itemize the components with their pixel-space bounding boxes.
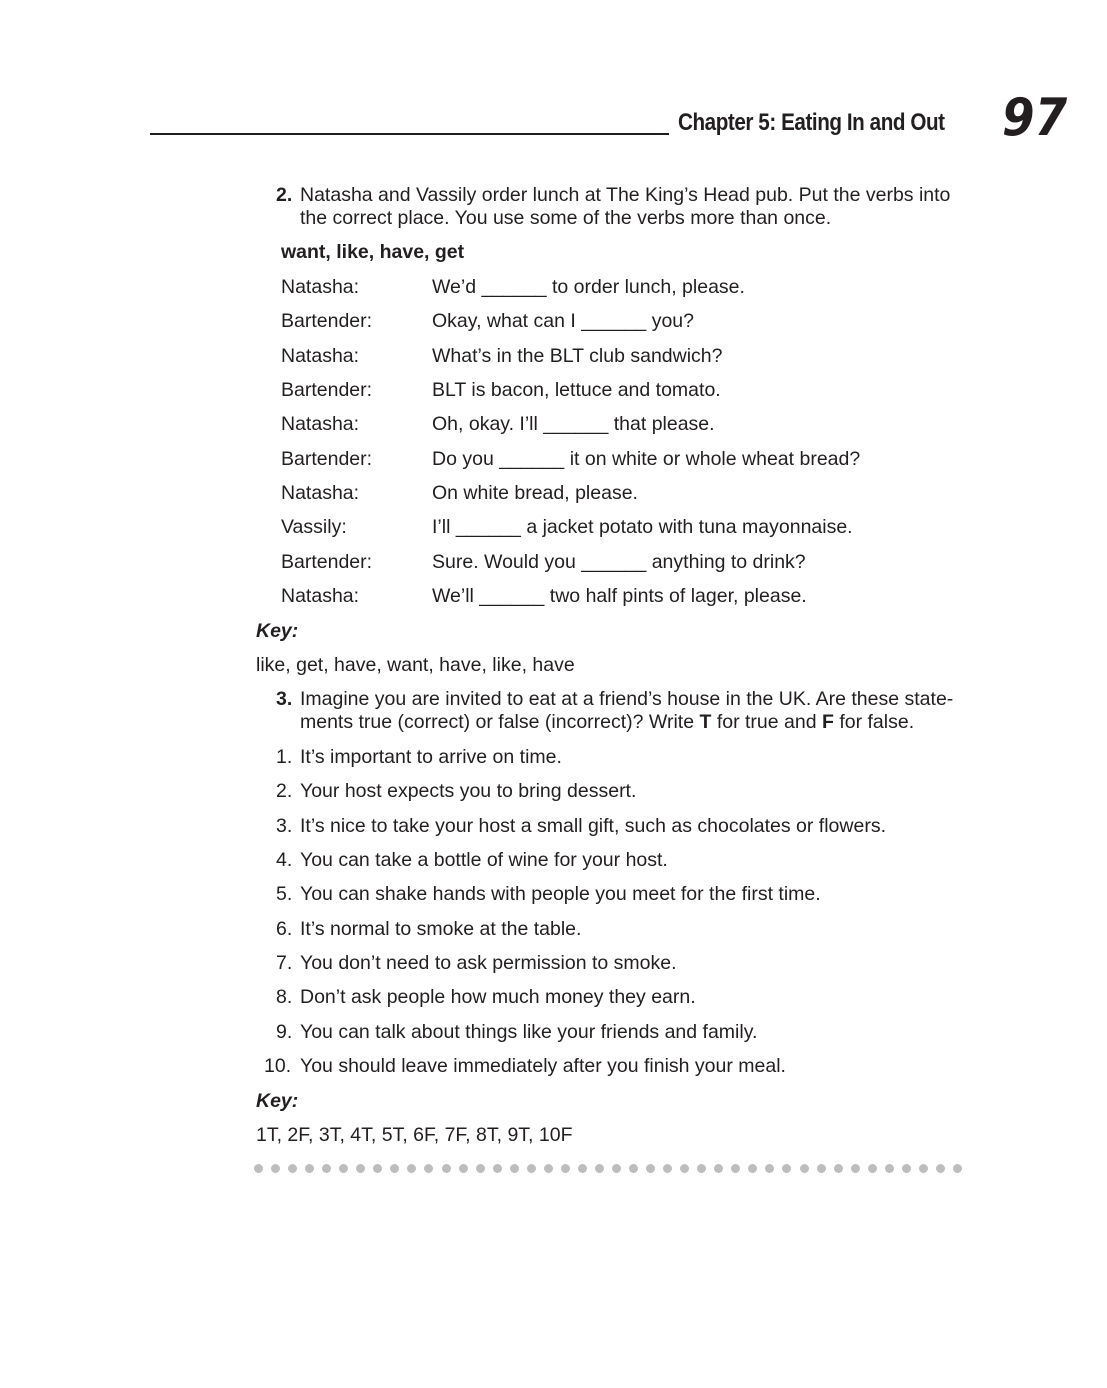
list-item: It’s important to arrive on time.	[300, 746, 562, 768]
dialogue-speaker: Natasha:	[281, 413, 360, 435]
dialogue-line: BLT is bacon, lettuce and tomato.	[432, 379, 721, 401]
dialogue-line: Do you ______ it on white or whole wheat bread?	[432, 448, 861, 470]
divider-dot	[390, 1164, 399, 1173]
divider-dot	[322, 1164, 331, 1173]
exercise-3-instruction-line-1: Imagine you are invited to eat at a friend’s house in the UK. Are these state-	[300, 688, 954, 710]
list-item: You should leave immediately after you finish your meal.	[300, 1055, 786, 1077]
divider-dot	[646, 1164, 655, 1173]
dialogue-line: Okay, what can I ______ you?	[432, 310, 694, 332]
divider-dot	[595, 1164, 604, 1173]
divider-dot	[459, 1164, 468, 1173]
divider-dot	[578, 1164, 587, 1173]
key-answers: 1T, 2F, 3T, 4T, 5T, 6F, 7F, 8T, 9T, 10F	[256, 1124, 573, 1146]
divider-dot	[629, 1164, 638, 1173]
dialogue-line: On white bread, please.	[432, 482, 638, 504]
exercise-2-instruction-line-2: the correct place. You use some of the verbs more than once.	[300, 207, 832, 229]
divider-dot	[612, 1164, 621, 1173]
list-item-number: 6.	[276, 918, 293, 940]
list-item-number: 1.	[276, 746, 293, 768]
exercise-3-number: 3.	[276, 688, 293, 710]
dialogue-speaker: Vassily:	[281, 516, 347, 538]
list-item-number: 5.	[276, 883, 293, 905]
divider-dot	[714, 1164, 723, 1173]
divider-dot	[373, 1164, 382, 1173]
key-answers: like, get, have, want, have, like, have	[256, 654, 575, 676]
dialogue-speaker: Natasha:	[281, 482, 360, 504]
divider-dot	[748, 1164, 757, 1173]
divider-dot	[493, 1164, 502, 1173]
list-item: It’s nice to take your host a small gift, such as chocolates or flowers.	[300, 815, 886, 837]
list-item-number: 9.	[276, 1021, 293, 1043]
dotted-divider	[254, 1164, 962, 1176]
divider-dot	[339, 1164, 348, 1173]
divider-dot	[271, 1164, 280, 1173]
dialogue-speaker: Natasha:	[281, 345, 360, 367]
dialogue-speaker: Natasha:	[281, 276, 360, 298]
divider-dot	[663, 1164, 672, 1173]
list-item: You can shake hands with people you meet for the first time.	[300, 883, 821, 905]
list-item-number: 8.	[276, 986, 293, 1008]
divider-dot	[834, 1164, 843, 1173]
divider-dot	[885, 1164, 894, 1173]
dialogue-line: Sure. Would you ______ anything to drink?	[432, 551, 806, 573]
divider-dot	[561, 1164, 570, 1173]
verb-list: want, like, have, get	[281, 241, 465, 263]
divider-dot	[731, 1164, 740, 1173]
page-number: 97	[1002, 88, 1068, 148]
divider-dot	[919, 1164, 928, 1173]
list-item: Your host expects you to bring dessert.	[300, 780, 637, 802]
list-item: It’s normal to smoke at the table.	[300, 918, 582, 940]
divider-dot	[851, 1164, 860, 1173]
dialogue-line: We’d ______ to order lunch, please.	[432, 276, 745, 298]
list-item: You can take a bottle of wine for your host.	[300, 849, 668, 871]
dialogue-speaker: Natasha:	[281, 585, 360, 607]
divider-dot	[800, 1164, 809, 1173]
dialogue-speaker: Bartender:	[281, 379, 373, 401]
list-item: Don’t ask people how much money they earn.	[300, 986, 696, 1008]
false-letter: F	[821, 711, 834, 733]
divider-dot	[510, 1164, 519, 1173]
list-item-number: 4.	[276, 849, 293, 871]
dialogue-speaker: Bartender:	[281, 551, 373, 573]
key-label: Key:	[256, 1090, 299, 1112]
exercise-3-instruction-line-2: ments true (correct) or false (incorrect)? Write T for true and F for false.	[300, 711, 915, 733]
list-item-number: 2.	[276, 780, 293, 802]
divider-dot	[305, 1164, 314, 1173]
true-letter: T	[699, 711, 712, 733]
divider-dot	[936, 1164, 945, 1173]
dialogue-speaker: Bartender:	[281, 310, 373, 332]
key-label: Key:	[256, 620, 299, 642]
dialogue-speaker: Bartender:	[281, 448, 373, 470]
divider-dot	[288, 1164, 297, 1173]
header-rule	[150, 133, 669, 135]
list-item-number: 10.	[264, 1055, 292, 1077]
dialogue-line: We’ll ______ two half pints of lager, please.	[432, 585, 807, 607]
divider-dot	[782, 1164, 791, 1173]
dialogue-line: I’ll ______ a jacket potato with tuna mayonnaise.	[432, 516, 853, 538]
divider-dot	[527, 1164, 536, 1173]
divider-dot	[442, 1164, 451, 1173]
divider-dot	[544, 1164, 553, 1173]
divider-dot	[254, 1164, 263, 1173]
list-item-number: 7.	[276, 952, 293, 974]
dialogue-line: What’s in the BLT club sandwich?	[432, 345, 723, 367]
divider-dot	[356, 1164, 365, 1173]
exercise-2-number: 2.	[276, 184, 293, 206]
dialogue-line: Oh, okay. I’ll ______ that please.	[432, 413, 715, 435]
divider-dot	[868, 1164, 877, 1173]
divider-dot	[765, 1164, 774, 1173]
exercise-2-instruction-line-1: Natasha and Vassily order lunch at The King’s Head pub. Put the verbs into	[300, 184, 951, 206]
chapter-title: Chapter 5: Eating In and Out	[678, 109, 945, 136]
divider-dot	[697, 1164, 706, 1173]
divider-dot	[902, 1164, 911, 1173]
divider-dot	[424, 1164, 433, 1173]
list-item: You can talk about things like your friends and family.	[300, 1021, 758, 1043]
divider-dot	[953, 1164, 962, 1173]
list-item: You don’t need to ask permission to smoke.	[300, 952, 677, 974]
divider-dot	[817, 1164, 826, 1173]
divider-dot	[407, 1164, 416, 1173]
divider-dot	[476, 1164, 485, 1173]
divider-dot	[680, 1164, 689, 1173]
list-item-number: 3.	[276, 815, 293, 837]
